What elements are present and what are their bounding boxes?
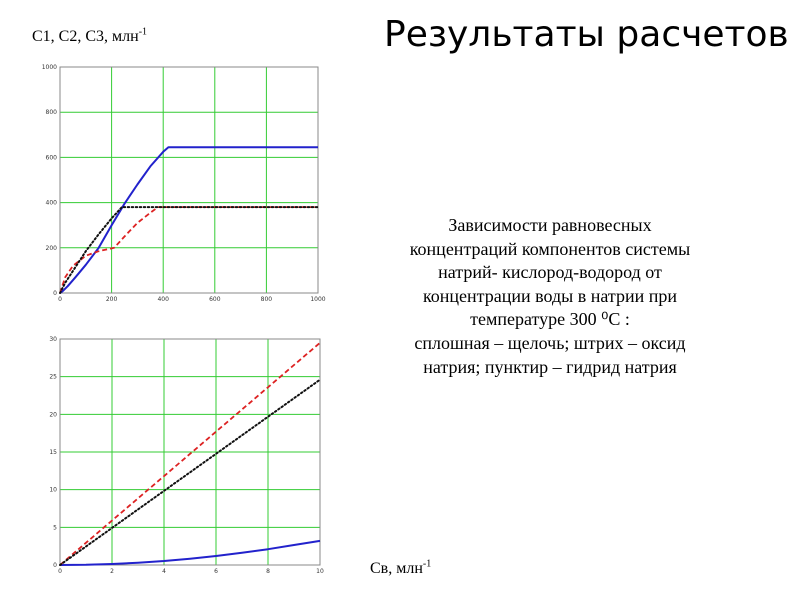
y-axis-label-exponent: -1: [138, 26, 148, 38]
top-x-tick-label: 1000: [310, 296, 326, 303]
bottom-y-tick-label: 5: [53, 524, 57, 532]
bottom-x-tick-label: 8: [266, 568, 270, 575]
bottom-x-tick-label: 4: [162, 568, 166, 575]
slide-title: Результаты расчетов: [384, 14, 789, 55]
y-axis-label-text: С1, С2, С3, млн: [32, 28, 139, 45]
x-axis-label-exponent: -1: [422, 558, 432, 570]
top-y-tick-label: 600: [45, 154, 57, 162]
top-y-tick-label: 800: [45, 109, 57, 117]
description-line: концентрации воды в натрии при: [422, 285, 678, 306]
bottom-y-tick-label: 0: [53, 562, 57, 569]
top-x-tick-label: 400: [157, 296, 169, 303]
bottom-y-tick-label: 20: [49, 411, 57, 419]
description-line: концентраций компонентов системы: [409, 238, 691, 259]
top-x-tick-label: 800: [260, 296, 273, 303]
top-x-tick-label: 600: [209, 296, 221, 303]
description-line: Зависимости равновесных: [448, 215, 652, 235]
top-y-tick-label: 400: [45, 199, 57, 207]
bottom-y-tick-label: 15: [49, 449, 57, 456]
bottom-series-dash: [60, 343, 320, 565]
description-line: натрия; пунктир – гидрид натрия: [423, 356, 677, 377]
bottom-series-dot: [60, 380, 320, 565]
bottom-y-tick-label: 10: [49, 486, 57, 494]
bottom-series-solid: [60, 541, 320, 565]
top-x-tick-label: 0: [58, 296, 62, 303]
bottom-x-tick-label: 0: [58, 568, 62, 575]
bottom-x-tick-label: 6: [214, 568, 218, 575]
description-line: сплошная – щелочь; штрих – оксид: [414, 332, 686, 353]
description-line: натрий- кислород-водород от: [438, 262, 662, 283]
bottom-y-tick-label: 30: [49, 336, 57, 343]
top-y-tick-label: 0: [53, 290, 57, 297]
bottom-y-tick-label: 25: [49, 373, 57, 381]
bottom-x-tick-label: 10: [316, 568, 324, 575]
top-x-tick-label: 200: [105, 296, 118, 303]
top-y-tick-label: 200: [45, 244, 57, 252]
x-axis-label-text: Св, млн: [370, 560, 423, 577]
description-line: температуре 300 ⁰С :: [470, 309, 630, 330]
bottom-x-tick-label: 2: [110, 568, 114, 575]
top-y-tick-label: 1000: [41, 64, 57, 71]
